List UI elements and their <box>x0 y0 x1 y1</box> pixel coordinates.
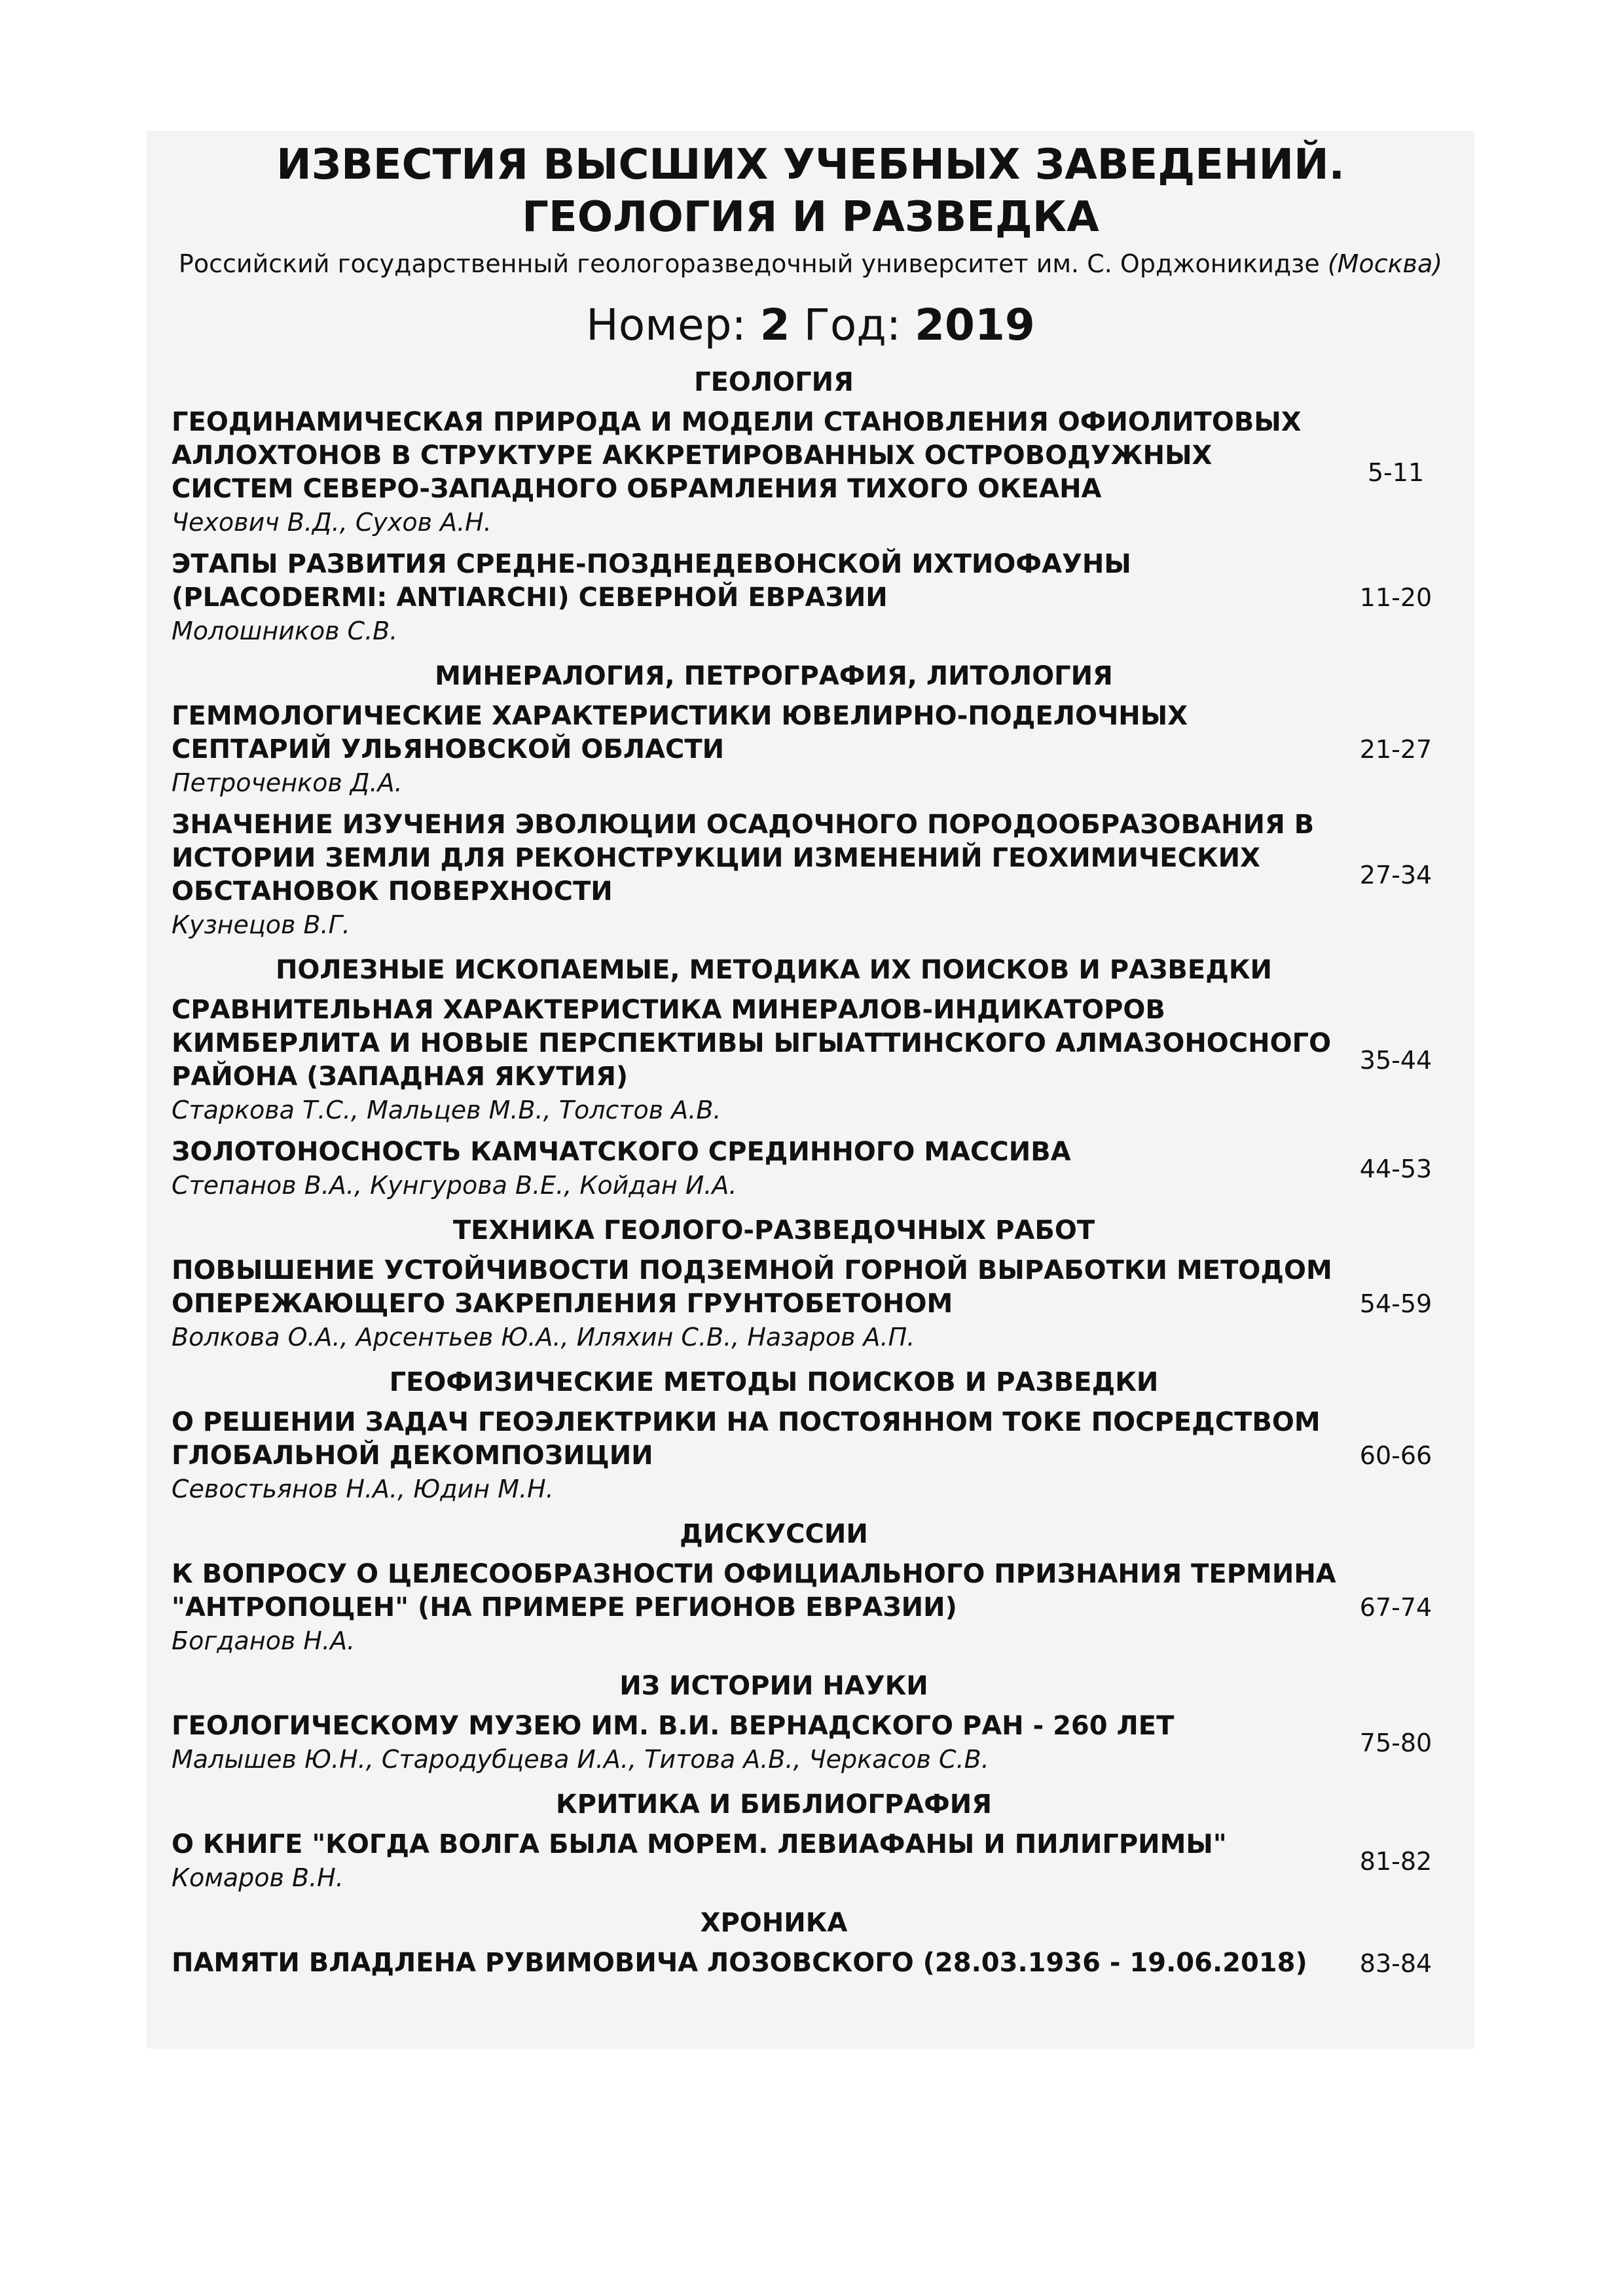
publisher-line <box>147 247 1474 280</box>
article-pages: 60-66 <box>1359 1441 1432 1470</box>
article-body <box>172 994 1337 1126</box>
article-authors: Степанов В.А., Кунгурова В.Е., Койдан И.А. <box>172 1171 737 1200</box>
section-title: ХРОНИКА <box>700 1908 848 1938</box>
article-title[interactable]: ПОВЫШЕНИЕ УСТОЙЧИВОСТИ ПОДЗЕМНОЙ ГОРНОЙ ВЫРАБОТКИ МЕТОДОМ ОПЕРЕЖАЮЩЕГО ЗАКРЕПЛЕНИЯ ГРУНТОБЕТОНОМ <box>172 1255 1332 1319</box>
article-entry <box>172 700 1455 799</box>
article-pages: 54-59 <box>1359 1289 1432 1318</box>
university-name: Российский государственный геологоразведочный университет им. С. Орджоникидзе <box>178 249 1320 278</box>
article-title[interactable]: ПАМЯТИ ВЛАДЛЕНА РУВИМОВИЧА ЛОЗОВСКОГО (28.03.1936 - 19.06.2018) <box>172 1948 1307 1978</box>
article-title[interactable]: СРАВНИТЕЛЬНАЯ ХАРАКТЕРИСТИКА МИНЕРАЛОВ-ИНДИКАТОРОВ КИМБЕРЛИТА И НОВЫЕ ПЕРСПЕКТИВЫ ЫГЫАТТИНСКОГО АЛМАЗОНОСНОГО РАЙОНА (ЗАПАДНАЯ ЯКУТИЯ) <box>172 995 1332 1092</box>
article-entry <box>172 994 1455 1126</box>
article-pages: 67-74 <box>1359 1593 1432 1622</box>
article-authors: Молошников С.В. <box>172 617 398 645</box>
section-title: МИНЕРАЛОГИЯ, ПЕТРОГРАФИЯ, ЛИТОЛОГИЯ <box>435 661 1113 691</box>
article-body <box>172 1946 1337 1980</box>
article-entry <box>172 808 1455 941</box>
article-authors: Богданов Н.А. <box>172 1626 356 1655</box>
section-title: КРИТИКА И БИБЛИОГРАФИЯ <box>555 1789 993 1820</box>
section-title: ПОЛЕЗНЫЕ ИСКОПАЕМЫЕ, МЕТОДИКА ИХ ПОИСКОВ И РАЗВЕДКИ <box>275 955 1273 985</box>
article-entry <box>172 406 1455 539</box>
university-city: (Москва) <box>1327 249 1443 278</box>
article-body <box>172 700 1337 799</box>
section-title: ДИСКУССИИ <box>680 1519 868 1549</box>
article-body <box>172 406 1337 539</box>
article-title[interactable]: К ВОПРОСУ О ЦЕЛЕСООБРАЗНОСТИ ОФИЦИАЛЬНОГО ПРИЗНАНИЯ ТЕРМИНА "АНТРОПОЦЕН" (НА ПРИМЕРЕ РЕГИОНОВ ЕВРАЗИИ) <box>172 1559 1336 1623</box>
article-entry <box>172 1254 1455 1354</box>
article-title[interactable]: ЭТАПЫ РАЗВИТИЯ СРЕДНЕ-ПОЗДНЕДЕВОНСКОЙ ИХТИОФАУНЫ (PLACODERMI: ANTIARCHI) СЕВЕРНОЙ ЕВРАЗИИ <box>172 549 1131 613</box>
article-body <box>172 1828 1337 1894</box>
issue-number: 2 <box>759 300 790 350</box>
issue-label: Номер: <box>586 300 746 350</box>
article-authors: Петроченков Д.А. <box>172 768 403 797</box>
article-pages: 5-11 <box>1367 457 1425 487</box>
article-entry <box>172 1406 1455 1505</box>
article-authors: Старкова Т.С., Мальцев М.В., Толстов А.В. <box>172 1096 721 1124</box>
article-body <box>172 1710 1337 1776</box>
article-authors: Кузнецов В.Г. <box>172 910 350 939</box>
table-of-contents <box>172 353 1455 1989</box>
article-entry <box>172 548 1455 647</box>
article-entry <box>172 1558 1455 1657</box>
article-authors: Малышев Ю.Н., Стародубцева И.А., Титова А.В., Черкасов С.В. <box>172 1745 989 1774</box>
journal-header <box>147 131 1474 355</box>
year-label: Год: <box>803 300 902 350</box>
journal-title <box>147 139 1474 243</box>
article-pages: 11-20 <box>1359 583 1432 612</box>
article-title[interactable]: ЗОЛОТОНОСНОСТЬ КАМЧАТСКОГО СРЕДИННОГО МАССИВА <box>172 1137 1071 1167</box>
journal-title-line1: ИЗВЕСТИЯ ВЫСШИХ УЧЕБНЫХ ЗАВЕДЕНИЙ. <box>276 141 1345 189</box>
article-body <box>172 808 1337 941</box>
article-entry <box>172 1828 1455 1894</box>
article-body <box>172 1406 1337 1505</box>
article-pages: 75-80 <box>1359 1728 1432 1757</box>
article-authors: Севостьянов Н.А., Юдин М.Н. <box>172 1475 554 1503</box>
article-body <box>172 1136 1337 1202</box>
journal-title-line2: ГЕОЛОГИЯ И РАЗВЕДКА <box>522 193 1099 242</box>
article-entry <box>172 1946 1455 1980</box>
article-title[interactable]: ГЕОЛОГИЧЕСКОМУ МУЗЕЮ ИМ. В.И. ВЕРНАДСКОГО РАН - 260 ЛЕТ <box>172 1711 1175 1741</box>
article-title[interactable]: ГЕММОЛОГИЧЕСКИЕ ХАРАКТЕРИСТИКИ ЮВЕЛИРНО-ПОДЕЛОЧНЫХ СЕПТАРИЙ УЛЬЯНОВСКОЙ ОБЛАСТИ <box>172 701 1188 764</box>
section-title: ТЕХНИКА ГЕОЛОГО-РАЗВЕДОЧНЫХ РАБОТ <box>452 1215 1095 1246</box>
article-pages: 35-44 <box>1359 1045 1432 1075</box>
article-authors: Волкова О.А., Арсентьев Ю.А., Иляхин С.В., Назаров А.П. <box>172 1323 915 1352</box>
article-entry <box>172 1136 1455 1202</box>
article-entry <box>172 1710 1455 1776</box>
article-authors: Чехович В.Д., Сухов А.Н. <box>172 508 492 537</box>
article-body <box>172 1254 1337 1354</box>
article-pages: 27-34 <box>1359 860 1432 889</box>
article-body <box>172 548 1337 647</box>
article-title[interactable]: О КНИГЕ "КОГДА ВОЛГА БЫЛА МОРЕМ. ЛЕВИАФАНЫ И ПИЛИГРИМЫ" <box>172 1829 1227 1859</box>
article-title[interactable]: ГЕОДИНАМИЧЕСКАЯ ПРИРОДА И МОДЕЛИ СТАНОВЛЕНИЯ ОФИОЛИТОВЫХ АЛЛОХТОНОВ В СТРУКТУРЕ АККРЕТИРОВАННЫХ ОСТРОВОДУЖНЫХ СИСТЕМ СЕВЕРО-ЗАПАДНОГО ОБРАМЛЕНИЯ ТИХОГО ОКЕАНА <box>172 407 1302 504</box>
section-title: ИЗ ИСТОРИИ НАУКИ <box>619 1671 928 1701</box>
section-title: ГЕОФИЗИЧЕСКИЕ МЕТОДЫ ПОИСКОВ И РАЗВЕДКИ <box>389 1367 1159 1397</box>
article-authors: Комаров В.Н. <box>172 1863 344 1892</box>
article-title[interactable]: О РЕШЕНИИ ЗАДАЧ ГЕОЭЛЕКТРИКИ НА ПОСТОЯННОМ ТОКЕ ПОСРЕДСТВОМ ГЛОБАЛЬНОЙ ДЕКОМПОЗИЦИИ <box>172 1407 1321 1471</box>
article-pages: 83-84 <box>1359 1948 1432 1978</box>
article-title[interactable]: ЗНАЧЕНИЕ ИЗУЧЕНИЯ ЭВОЛЮЦИИ ОСАДОЧНОГО ПОРОДООБРАЗОВАНИЯ В ИСТОРИИ ЗЕМЛИ ДЛЯ РЕКОНСТРУКЦИИ ИЗМЕНЕНИЙ ГЕОХИМИЧЕСКИХ ОБСТАНОВОК ПОВЕРХНОСТИ <box>172 810 1315 906</box>
issue-line <box>147 296 1474 355</box>
article-pages: 44-53 <box>1359 1154 1432 1183</box>
issue-year: 2019 <box>915 300 1035 350</box>
section-title: ГЕОЛОГИЯ <box>694 367 854 397</box>
article-body <box>172 1558 1337 1657</box>
article-pages: 81-82 <box>1359 1846 1432 1876</box>
article-pages: 21-27 <box>1359 735 1432 764</box>
